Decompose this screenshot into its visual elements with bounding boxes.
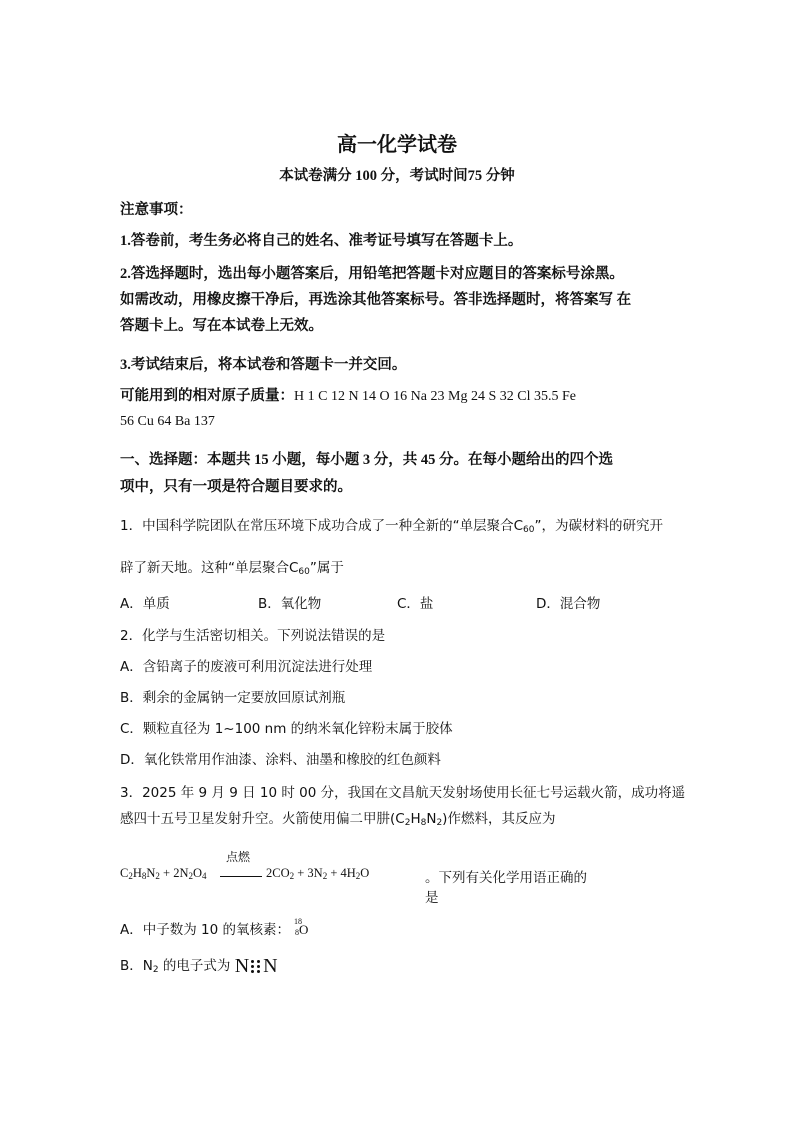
q1-text-a: 1．中国科学院团队在常压环境下成功合成了一种全新的“单层聚合C: [120, 518, 524, 534]
exam-info: 本试卷满分 100 分，考试时间75 分钟: [279, 168, 515, 184]
q3-option-b-text-a: B．N: [120, 958, 153, 974]
q3-option-b-text-b: 的电子式为: [158, 958, 231, 974]
q2-option-d: D．氧化铁常用作油漆、涂料、油墨和橡胶的红色颜料: [120, 752, 441, 768]
notice-item-1: 1.答卷前，考生务必将自己的姓名、准考证号填写在答题卡上。: [120, 233, 523, 249]
equation-reactants: $C_2H_8N_2 + 2N_2O_4$: [120, 866, 207, 881]
notice-item-3: 3.考试结束后，将本试卷和答题卡一并交回。: [120, 357, 407, 373]
q2-option-c: C．颗粒直径为 1~100 nm 的纳米氧化锌粉末属于胶体: [120, 721, 453, 737]
q2-stem: 2．化学与生活密切相关。下列说法错误的是: [120, 628, 386, 644]
q1-stem-line1: [120, 514, 663, 535]
q3-text-c: N: [426, 811, 437, 827]
notice-item-2-line3: 答题卡上。写在本试卷上无效。: [120, 318, 323, 334]
q3-option-a-text: A．中子数为 10 的氧核素：: [120, 922, 290, 938]
equation-tail-text: 。下列有关化学用语正确的是: [425, 870, 587, 906]
q3-option-b-sub: 2: [152, 965, 159, 975]
q2-option-a: A．含铅离子的废液可利用沉淀法进行处理: [120, 659, 373, 675]
equation-condition: 点燃: [226, 850, 251, 864]
equation-arrow: [220, 876, 262, 877]
q3-text-d: )作燃料，其反应为: [442, 811, 556, 827]
q3-text-b: H: [410, 811, 421, 827]
q1-option-b: B．氧化物: [258, 596, 322, 612]
nuclide-element: O: [299, 922, 309, 937]
atomic-mass-values: H 1 C 12 N 14 O 16 Na 23 Mg 24 S 32 Cl 35.5 Fe: [294, 389, 576, 404]
q1-option-d: D．混合物: [536, 596, 601, 612]
q3-stem-line1: 3．2025 年 9 月 9 日 10 时 00 分，我国在文昌航天发射场使用长征七号运载火箭，成功将遥: [120, 785, 686, 801]
reaction-equation: [120, 848, 600, 906]
q1-option-c: C．盐: [397, 596, 434, 612]
q2-option-b: B．剩余的金属钠一定要放回原试剂瓶: [120, 690, 346, 706]
nuclide-mass-number: 18: [294, 917, 302, 926]
page-title: 高一化学试卷: [337, 134, 457, 156]
notice-item-2-line1: 2.答选择题时，选出每小题答案后，用铅笔把答题卡对应题目的答案标号涂黑。: [120, 266, 624, 282]
q3-stem-line2: [120, 807, 555, 828]
atomic-mass-line1: [120, 384, 576, 405]
q3-sub-1: 2: [404, 818, 411, 828]
q1-subscript: 60: [523, 525, 535, 535]
q1-text-d: ”属于: [309, 560, 344, 576]
q3-text-a: 感四十五号卫星发射升空。火箭使用偏二甲肼(C: [120, 811, 405, 827]
q3-option-a: [120, 918, 308, 939]
atomic-mass-line2: 56 Cu 64 Ba 137: [120, 414, 215, 429]
q3-sub-2: 8: [420, 818, 427, 828]
notice-heading: 注意事项：: [120, 202, 193, 218]
q1-stem-line2: [120, 556, 344, 577]
equation-products: $2CO_2 + 3N_2 + 4H_2O$: [266, 866, 370, 881]
triple-bond-dots-icon: [249, 959, 263, 975]
oxygen-nuclide-symbol: [290, 917, 309, 939]
notice-item-2-line2: 如需改动，用橡皮擦干净后，再选涂其他答案标号。答非选择题时，将答案写 在: [120, 292, 632, 308]
nuclide-atomic-number: 8: [295, 928, 299, 937]
q1-option-a: A．单质: [120, 596, 170, 612]
q1-text-c: 辟了新天地。这种“单层聚合C: [120, 560, 299, 576]
q3-option-b: [120, 954, 278, 978]
section1-heading-line2: 项中，只有一项是符合题目要求的。: [120, 479, 352, 495]
q3-sub-3: 2: [436, 818, 443, 828]
lewis-atom-left: N: [234, 954, 250, 977]
lewis-atom-right: N: [263, 954, 278, 977]
q1-text-b: ”，为碳材料的研究开: [534, 518, 663, 534]
atomic-mass-label: 可能用到的相对原子质量：: [120, 388, 294, 404]
q1-subscript-2: 60: [298, 567, 310, 577]
section1-heading-line1: 一、选择题：本题共 15 小题，每小题 3 分，共 45 分。在每小题给出的四个选: [120, 452, 613, 468]
n2-lewis-structure: [235, 955, 278, 978]
